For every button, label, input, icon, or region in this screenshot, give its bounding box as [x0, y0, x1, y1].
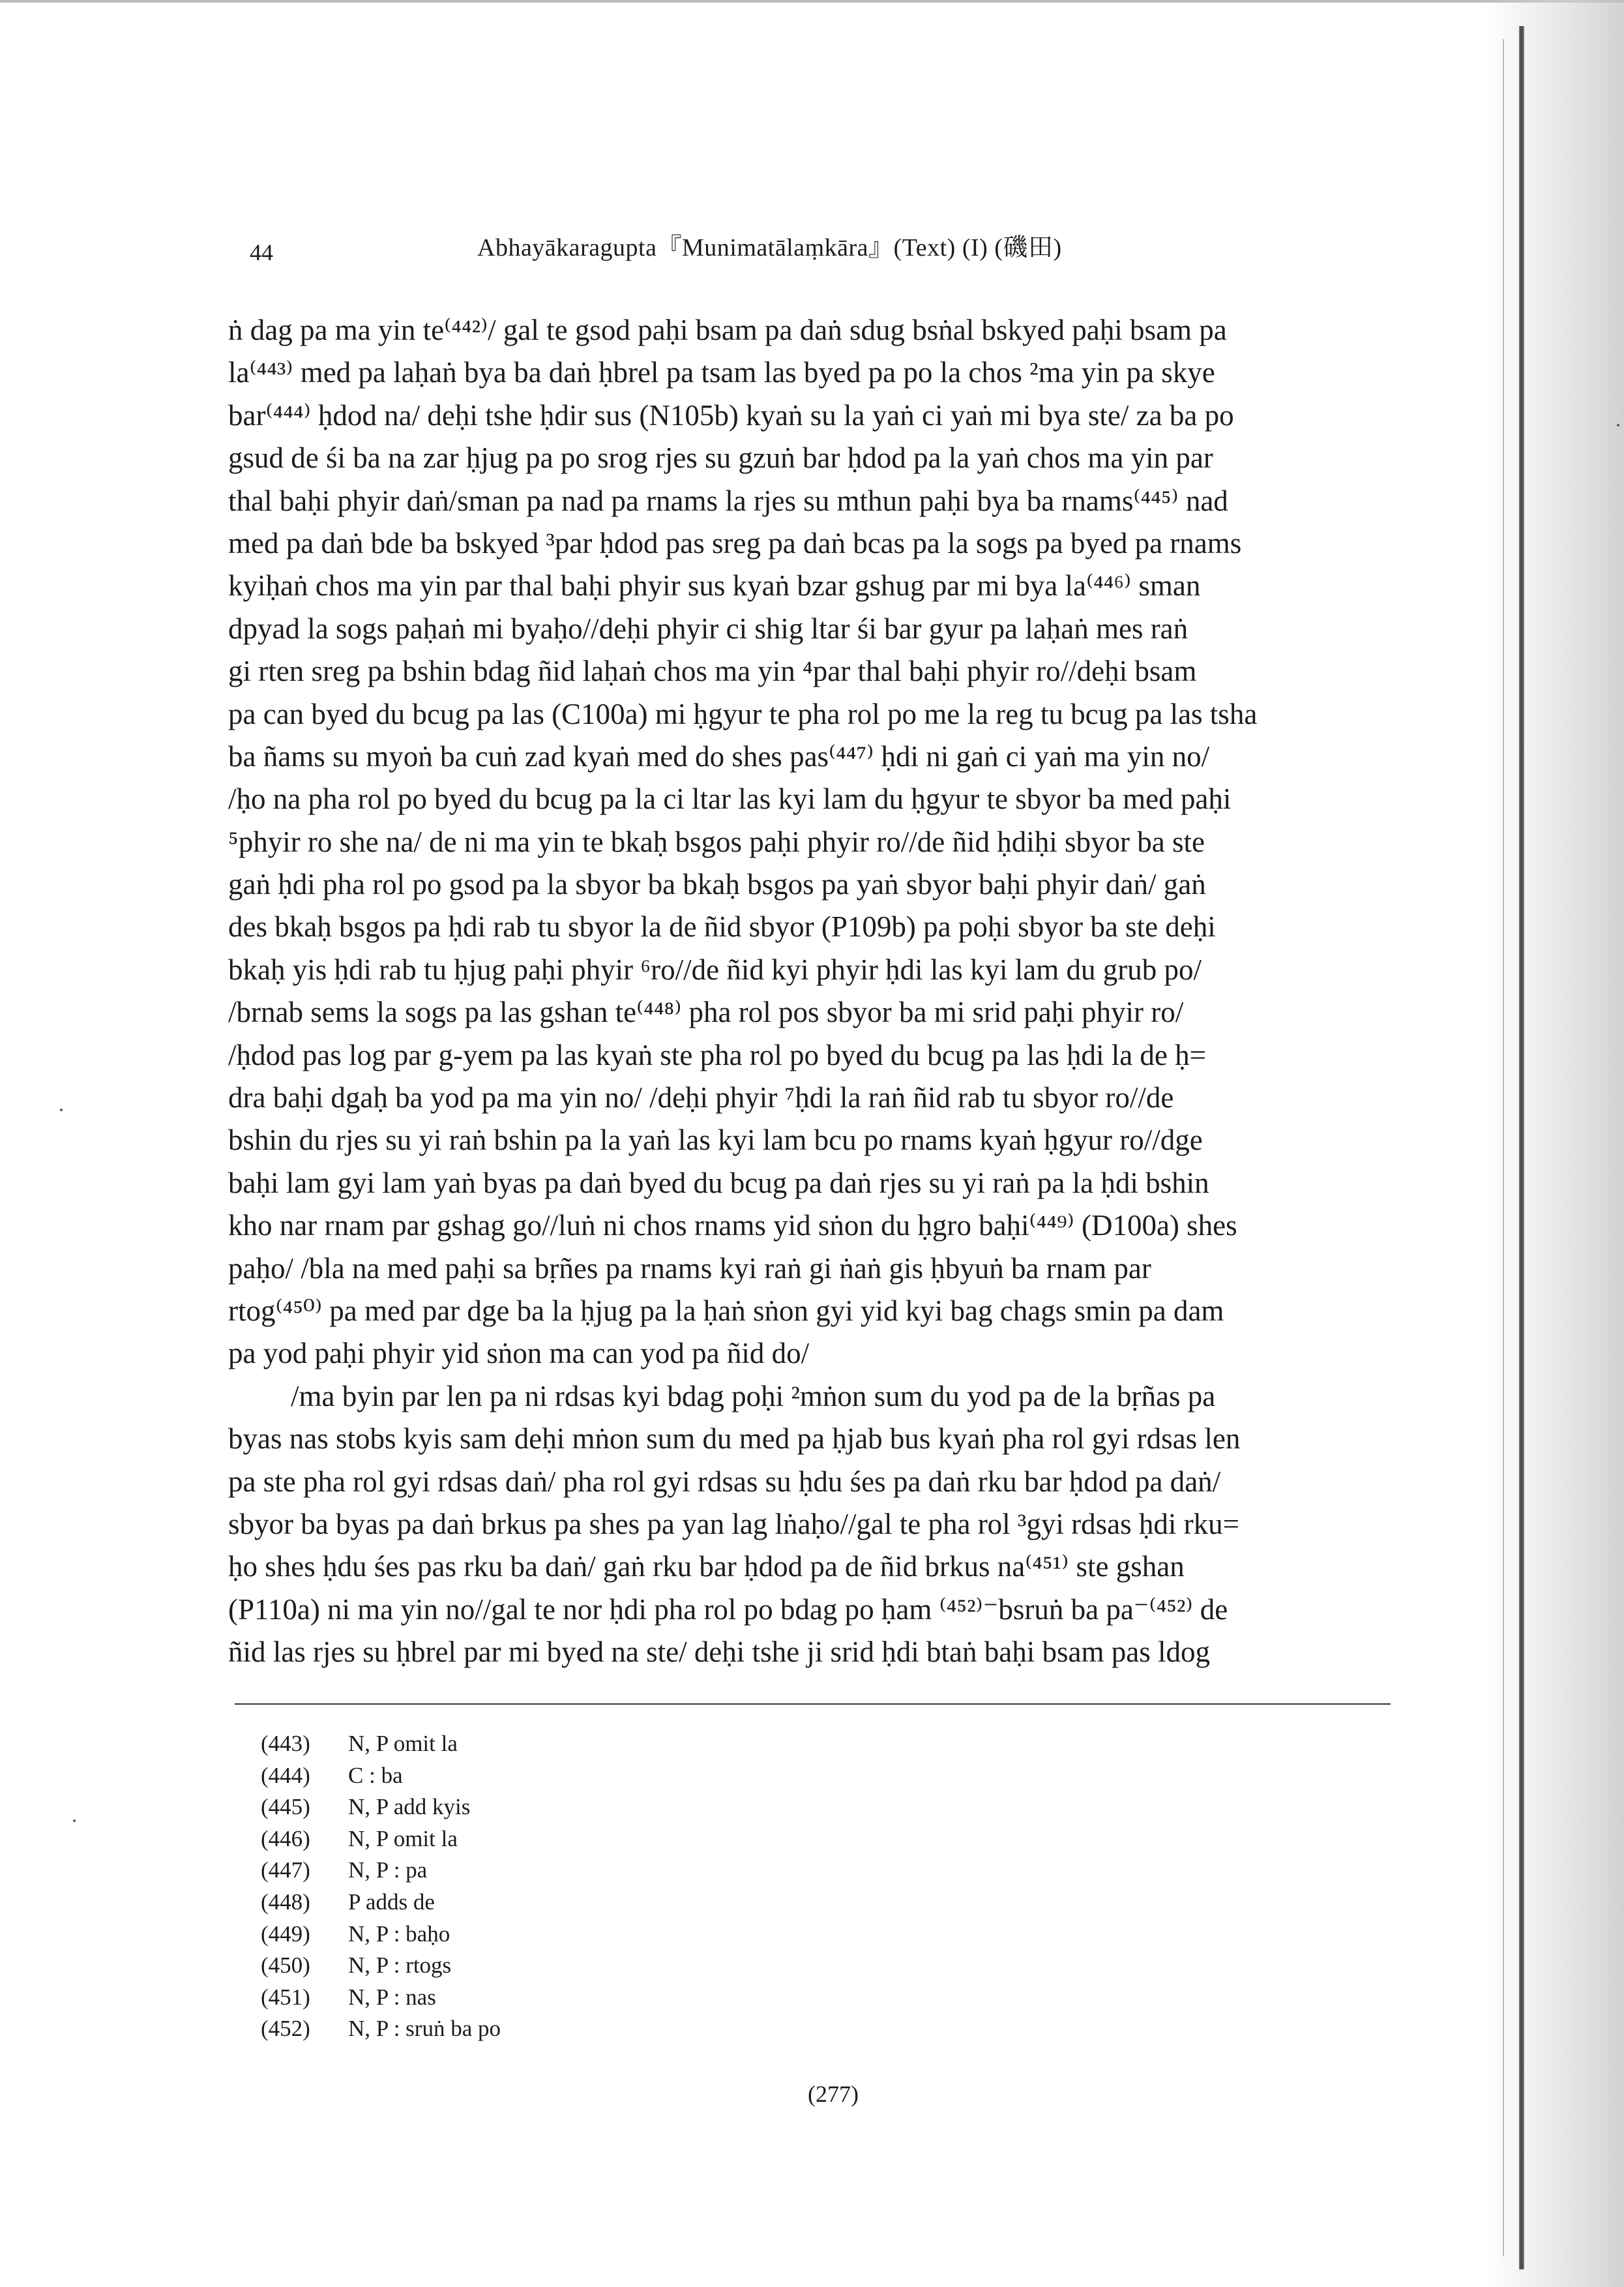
- footnotes: [261, 1728, 501, 2045]
- text-line: /ḥo na pha rol po byed du bcug pa la ci ltar las kyi lam du ḥgyur te sbyor ba med paḥi: [228, 783, 1232, 816]
- text-line: ⁵phyir ro she na/ de ni ma yin te bkaḥ bsgos paḥi phyir ro//de ñid ḥdiḥi sbyor ba ste: [228, 825, 1205, 858]
- text-line: pa yod paḥi phyir yid sṅon ma can yod pa ñid do/: [228, 1337, 810, 1370]
- text-line: kyiḥaṅ chos ma yin par thal baḥi phyir sus kyaṅ bzar gshug par mi bya la⁽⁴⁴⁶⁾ sman: [228, 569, 1201, 603]
- text-line: /ma byin par len pa ni rdsas kyi bdag poḥi ²mṅon sum du yod pa de la bṛñas pa: [291, 1379, 1216, 1413]
- text-line: des bkaḥ bsgos pa ḥdi rab tu sbyor la de ñid sbyor (P109b) pa poḥi sbyor ba ste deḥi: [228, 910, 1216, 944]
- text-line: /ḥdod pas log par g-yem pa las kyaṅ ste pha rol po byed du bcug pa las ḥdi la de ḥ=: [228, 1038, 1207, 1071]
- text-line: gaṅ ḥdi pha rol po gsod pa la sbyor ba bkaḥ bsgos pa yaṅ sbyor baḥi phyir daṅ/ gaṅ: [228, 868, 1206, 901]
- footnote: [261, 1823, 501, 1855]
- text-line: la⁽⁴⁴³⁾ med pa laḥaṅ bya ba daṅ ḥbrel pa tsam las byed pa po la chos ²ma yin pa skye: [228, 356, 1215, 389]
- page-top-edge: [0, 0, 1624, 3]
- footnote: [261, 1791, 501, 1823]
- text-line: dpyad la sogs paḥaṅ mi byaḥo//deḥi phyir ci shig ltar śi bar gyur pa laḥaṅ mes raṅ: [228, 612, 1188, 645]
- footnote-text: N, P : pa: [348, 1857, 428, 1883]
- scan-speck: [73, 1819, 76, 1822]
- text-line: gsud de śi ba na zar ḥjug pa po srog rjes su gzuṅ bar ḥdod pa la yaṅ chos ma yin par: [228, 441, 1213, 475]
- footnote-text: N, P : rtogs: [348, 1952, 452, 1979]
- scan-speck: [60, 1109, 63, 1111]
- text-line: baḥi lam gyi lam yaṅ byas pa daṅ byed du bcug pa daṅ rjes su yi raṅ pa la ḥdi bshin: [228, 1166, 1209, 1199]
- text-line: thal baḥi phyir daṅ/sman pa nad pa rnams la rjes su mthun paḥi bya ba rnams⁽⁴⁴⁵⁾ nad: [228, 484, 1228, 517]
- text-line: med pa daṅ bde ba bskyed ³par ḥdod pas sreg pa daṅ bcas pa la sogs pa byed pa rnams: [228, 526, 1242, 560]
- text-line: (P110a) ni ma yin no//gal te nor ḥdi pha rol po bdag po ḥam ⁽⁴⁵²⁾⁻bsruṅ ba pa⁻⁽⁴⁵²⁾ de: [228, 1592, 1228, 1626]
- footnote-number: (443): [261, 1731, 310, 1756]
- footnote-number: (451): [261, 1984, 310, 2010]
- scan-speck: [1617, 424, 1619, 426]
- text-line: ṅ dag pa ma yin te⁽⁴⁴²⁾/ gal te gsod paḥi bsam pa daṅ sdug bsṅal bskyed paḥi bsam pa: [228, 314, 1227, 346]
- text-line: kho nar rnam par gshag go//luṅ ni chos rnams yid sṅon du ḥgro baḥi⁽⁴⁴⁹⁾ (D100a) shes: [228, 1209, 1237, 1242]
- footnote-number: (448): [261, 1889, 310, 1915]
- text-line: dra baḥi dgaḥ ba yod pa ma yin no/ /deḥi phyir ⁷ḥdi la raṅ ñid rab tu sbyor ro//de: [228, 1081, 1174, 1114]
- text-line: ñid las rjes su ḥbrel par mi byed na ste/ deḥi tshe ji srid ḥdi btaṅ baḥi bsam pas ldog: [228, 1636, 1210, 1669]
- running-title: Abhayākaragupta『Munimatālaṃkāra』(Text) (I) (磯田): [477, 234, 1062, 262]
- text-line: ḥo shes ḥdu śes pas rku ba daṅ/ gaṅ rku bar ḥdod pa de ñid brkus na⁽⁴⁵¹⁾ ste gshan: [228, 1550, 1185, 1583]
- text-line: /brnab sems la sogs pa las gshan te⁽⁴⁴⁸⁾ pha rol pos sbyor ba mi srid paḥi phyir ro/: [228, 996, 1184, 1029]
- text-line: bar⁽⁴⁴⁴⁾ ḥdod na/ deḥi tshe ḥdir sus (N105b) kyaṅ su la yaṅ ci yaṅ mi bya ste/ za ba po: [228, 398, 1234, 432]
- footnote-number: (447): [261, 1857, 310, 1883]
- text-line: rtog⁽⁴⁵⁰⁾ pa med par dge ba la ḥjug pa la ḥaṅ sṅon gyi yid kyi bag chags smin pa dam: [228, 1294, 1224, 1327]
- footnote: [261, 1728, 501, 1760]
- text-line: pa can byed du bcug pa las (C100a) mi ḥgyur te pha rol po me la reg tu bcug pa las tsha: [228, 697, 1258, 730]
- footnote-number: (450): [261, 1952, 310, 1979]
- footnote: [261, 1760, 501, 1792]
- footnote-text: N, P : nas: [348, 1984, 436, 2010]
- footnote-number: (446): [261, 1825, 310, 1851]
- page-edge-shadow: [1484, 0, 1624, 2287]
- footnote: [261, 1982, 501, 2014]
- footnote-number: (444): [261, 1762, 310, 1788]
- text-line: byas nas stobs kyis sam deḥi mṅon sum du med pa ḥjab bus kyaṅ pha rol gyi rdsas len: [228, 1422, 1241, 1456]
- text-line: gi rten sreg pa bshin bdag ñid laḥaṅ chos ma yin ⁴par thal baḥi phyir ro//deḥi bsam: [228, 655, 1197, 688]
- text-line: bkaḥ yis ḥdi rab tu ḥjug paḥi phyir ⁶ro//de ñid kyi phyir ḥdi las kyi lam du grub po/: [228, 953, 1202, 986]
- text-line: paḥo/ /bla na med paḥi sa bṛñes pa rnams kyi raṅ gi ṅaṅ gis ḥbyuṅ ba rnam par: [228, 1251, 1151, 1285]
- footnote: [261, 1919, 501, 1951]
- footnote-number: (449): [261, 1921, 310, 1947]
- binding-line: [1519, 26, 1524, 2269]
- footnote-text: C : ba: [348, 1762, 403, 1788]
- text-line: bshin du rjes su yi raṅ bshin pa la yaṅ las kyi lam bcu po rnams kyaṅ ḥgyur ro//dge: [228, 1124, 1203, 1157]
- footnote: [261, 1950, 501, 1982]
- text-line: sbyor ba byas pa daṅ brkus pa shes pa yan lag lṅaḥo//gal te pha rol ³gyi rdsas ḥdi rku=: [228, 1507, 1240, 1540]
- binding-shadow-line: [1503, 39, 1504, 2256]
- footnote-number: (452): [261, 2016, 310, 2042]
- footnote-rule: [235, 1703, 1391, 1705]
- footnote: [261, 1887, 501, 1919]
- footnote-number: (445): [261, 1794, 310, 1820]
- body-text: [228, 309, 1395, 1674]
- footnote-text: N, P : sruṅ ba po: [348, 2016, 501, 2042]
- footnote: [261, 1855, 501, 1887]
- folio-number: (277): [808, 2081, 859, 2107]
- footnote-text: P adds de: [348, 1889, 435, 1915]
- page-number: 44: [250, 239, 273, 265]
- footnote: [261, 2013, 501, 2045]
- footnote-text: N, P omit la: [348, 1731, 458, 1756]
- footnote-text: N, P add kyis: [348, 1794, 471, 1820]
- footnote-text: N, P : baḥo: [348, 1921, 450, 1947]
- footnote-text: N, P omit la: [348, 1825, 458, 1851]
- text-line: ba ñams su myoṅ ba cuṅ zad kyaṅ med do shes pas⁽⁴⁴⁷⁾ ḥdi ni gaṅ ci yaṅ ma yin no/: [228, 740, 1210, 773]
- text-line: pa ste pha rol gyi rdsas daṅ/ pha rol gyi rdsas su ḥdu śes pa daṅ rku bar ḥdod pa daṅ/: [228, 1465, 1221, 1498]
